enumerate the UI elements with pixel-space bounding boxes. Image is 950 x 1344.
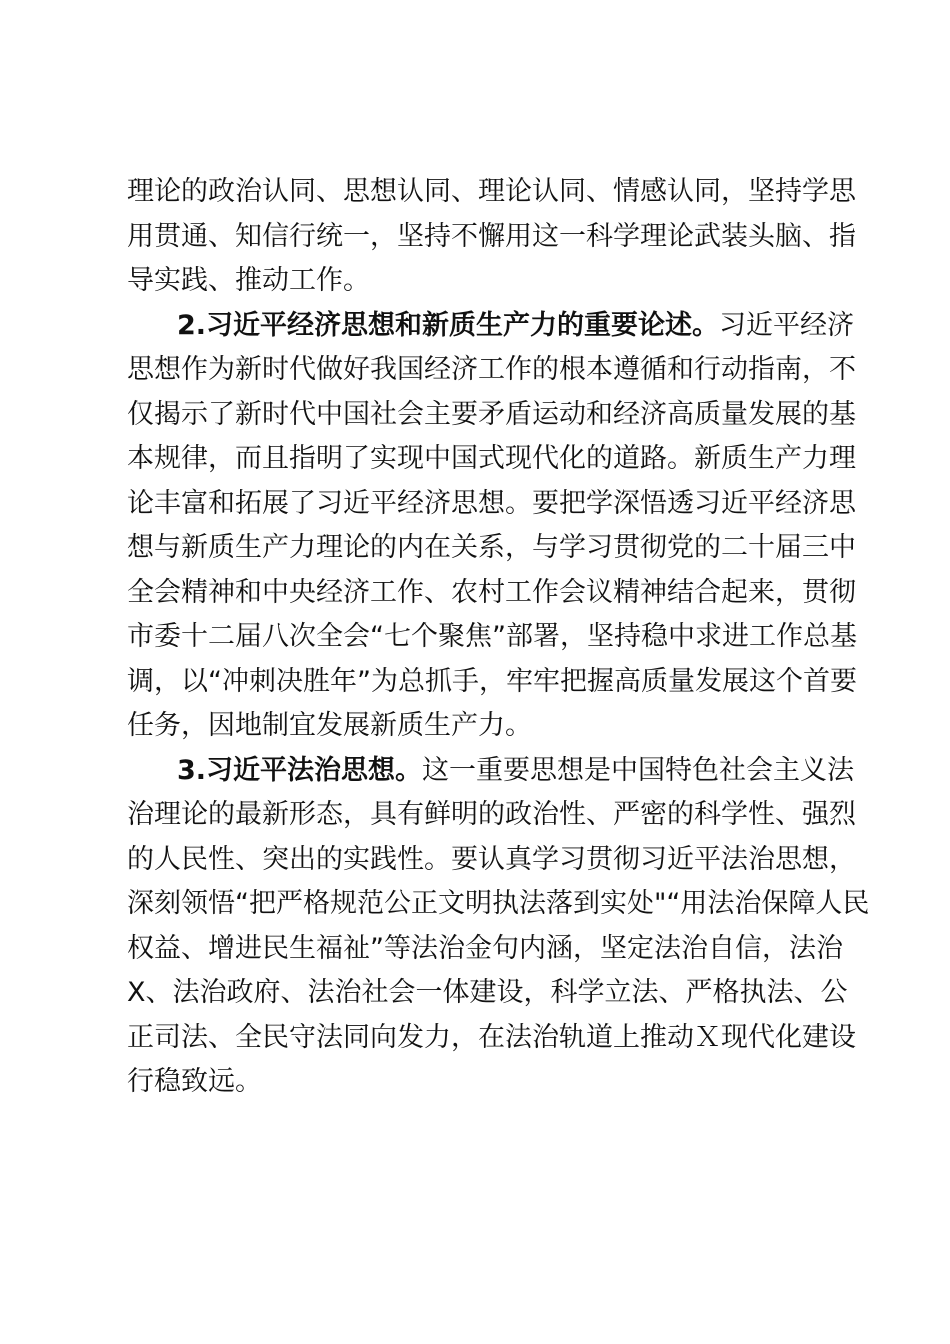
text-line: 调，以“冲刺决胜年”为总抓手，牢牢把握高质量发展这个首要 bbox=[127, 665, 857, 697]
text-line: 正司法、全民守法同向发力，在法治轨道上推动Ｘ现代化建设 bbox=[127, 1021, 856, 1053]
text-line: 权益、增进民生福祉”等法治金句内涵，坚定法治自信，法治 bbox=[127, 932, 843, 964]
text-line: 全会精神和中央经济工作、农村工作会议精神结合起来，贯彻 bbox=[127, 576, 856, 608]
text-line: 理论的政治认同、思想认同、理论认同、情感认同，坚持学思 bbox=[127, 176, 856, 207]
text-line: 导实践、推动工作。 bbox=[127, 265, 370, 296]
paragraph-first-line bbox=[127, 749, 855, 794]
text-line: 思想作为新时代做好我国经济工作的根本遵循和行动指南，不 bbox=[127, 354, 856, 385]
text-line: 的人民性、突出的实践性。要认真学习贯彻习近平法治思想， bbox=[127, 843, 856, 875]
text-line: 深刻领悟“把严格规范公正文明执法落到实处"“用法治保障人民 bbox=[127, 888, 870, 919]
text-line: 想与新质生产力理论的内在关系，与学习贯彻党的二十届三中 bbox=[127, 532, 856, 563]
text-line: 治理论的最新形态，具有鲜明的政治性、严密的科学性、强烈 bbox=[127, 799, 856, 830]
paragraph-first-line bbox=[127, 304, 855, 349]
text-run: 习近平经济 bbox=[719, 309, 855, 341]
text-run: 这一重要思想是中国特色社会主义法 bbox=[422, 754, 855, 786]
text-line: 用贯通、知信行统一，坚持不懈用这一科学理论武装头脑、指 bbox=[127, 220, 856, 252]
section-heading: 3.习近平法治思想。 bbox=[177, 754, 423, 786]
text-line: X、法治政府、法治社会一体建设，科学立法、严格执法、公 bbox=[127, 977, 848, 1008]
paragraph-1 bbox=[127, 170, 856, 304]
document-body bbox=[127, 170, 870, 1105]
text-line: 仅揭示了新时代中国社会主要矛盾运动和经济高质量发展的基 bbox=[127, 398, 856, 430]
text-line: 行稳致远。 bbox=[127, 1066, 262, 1097]
text-line: 任务，因地制宜发展新质生产力。 bbox=[127, 710, 532, 741]
text-line: 本规律，而且指明了实现中国式现代化的道路。新质生产力理 bbox=[127, 443, 856, 474]
text-line: 市委十二届八次全会“七个聚焦”部署，坚持稳中求进工作总基 bbox=[127, 621, 857, 652]
paragraph-2 bbox=[127, 304, 857, 749]
text-line: 论丰富和拓展了习近平经济思想。要把学深悟透习近平经济思 bbox=[127, 487, 856, 519]
paragraph-3 bbox=[127, 749, 870, 1105]
section-heading: 2.习近平经济思想和新质生产力的重要论述。 bbox=[177, 309, 720, 341]
